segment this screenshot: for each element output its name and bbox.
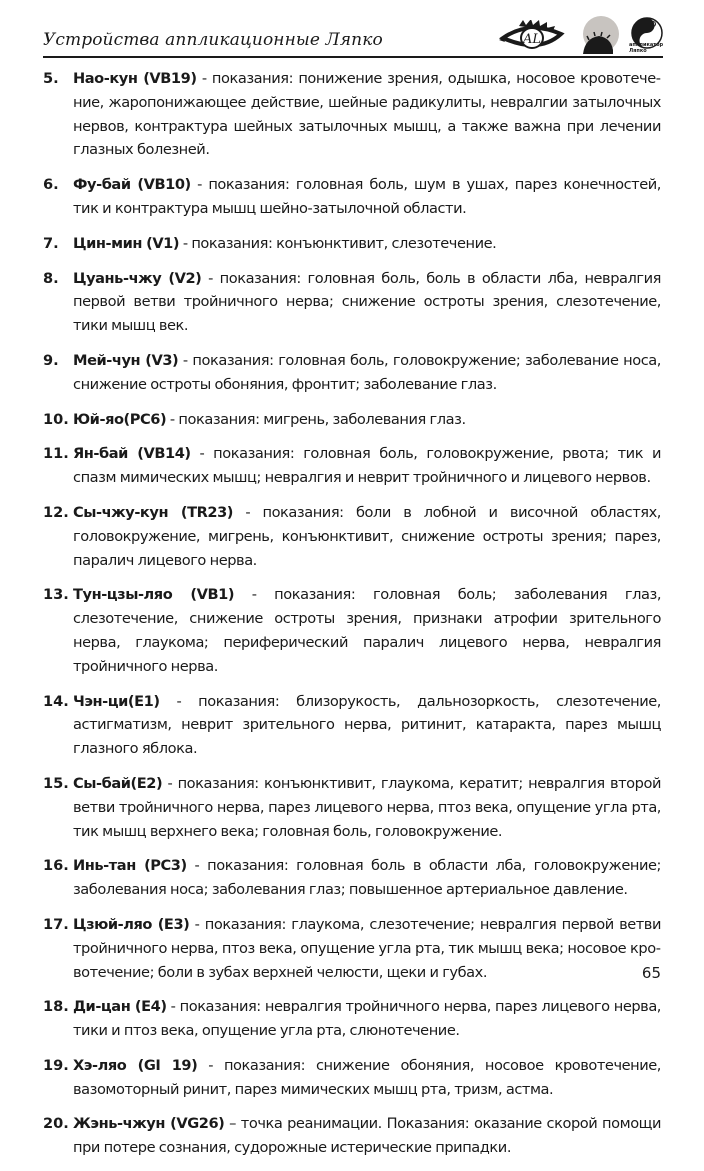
point-description: - показания: конъюнктивит, глаукома, кератит; невралгия второй ветви тройничного нерва, парез лицевого нерва, птоз века, опущение угла рта, тик мышц верхнего века; головная боль, головокружение. bbox=[73, 774, 661, 840]
point-description: - показания: головная боль, головокружение, рвота; тик и спазм мимических мышц; невралгия и неврит тройничного и лицевого нервов. bbox=[73, 445, 661, 487]
point-name: Сы-бай(E2) bbox=[73, 774, 163, 792]
list-item bbox=[43, 232, 661, 256]
eye-logo-icon bbox=[499, 20, 569, 54]
list-item bbox=[43, 173, 661, 221]
list-item bbox=[43, 995, 661, 1043]
running-title: Устройства аппликационные Ляпко bbox=[43, 30, 383, 50]
item-number: 7. bbox=[43, 234, 59, 252]
point-name: Чэн-ци(E1) bbox=[73, 692, 160, 710]
point-name: Инь-тан (PC3) bbox=[73, 857, 187, 875]
list-item bbox=[43, 913, 661, 984]
item-text bbox=[73, 267, 661, 338]
point-name: Цуань-чжу (V2) bbox=[73, 269, 202, 287]
point-name: Фу-бай (VB10) bbox=[73, 176, 191, 194]
point-description: - показания: головная боль в области лба, головокружение; заболевания носа; заболевания глаз; повышенное артериальное давление. bbox=[73, 857, 661, 899]
point-name: Жэнь-чжун (VG26) bbox=[73, 1115, 225, 1133]
point-description: – точка реанимации. Показания: оказание скорой помощи при потере сознания, судорожные истерические припадки. bbox=[73, 1115, 661, 1157]
page-number: 65 bbox=[641, 964, 661, 982]
applicator-lyapko-logo-icon bbox=[627, 14, 663, 54]
item-text bbox=[73, 995, 661, 1043]
svg-text:AL: AL bbox=[522, 32, 542, 47]
list-item bbox=[43, 772, 661, 843]
point-description: - показания: близорукость, дальнозоркость, слезотечение, астигматизм, неврит зрительного нерва, ритинит, катаракта, парез мышц глазного яблока. bbox=[73, 692, 661, 758]
item-text bbox=[73, 913, 661, 984]
item-number: 9. bbox=[43, 351, 59, 369]
item-number: 5. bbox=[43, 70, 59, 87]
item-number: 19. bbox=[43, 1056, 69, 1074]
item-number: 11. bbox=[43, 445, 69, 463]
point-description: - показания: боли в лобной и височной областях, головокружение, мигрень, конъюнктивит, снижение остроты зрения; парез, паралич лицевого нерва. bbox=[73, 503, 661, 569]
item-number: 10. bbox=[43, 410, 69, 428]
point-description: - показания: головная боль, боль в области лба, невралгия первой ветви тройничного нерва; снижение остроты зрения, слезотечение, тики мышц век. bbox=[73, 269, 661, 335]
list-item bbox=[43, 501, 661, 572]
item-text bbox=[73, 854, 661, 902]
point-name: Мей-чун (V3) bbox=[73, 351, 179, 369]
point-name: Юй-яо(PC6) bbox=[73, 410, 167, 428]
list-item bbox=[43, 854, 661, 902]
item-text bbox=[73, 1112, 661, 1160]
item-number: 15. bbox=[43, 774, 69, 792]
point-name: Тун-цзы-ляо (VB1) bbox=[73, 586, 235, 604]
point-description: - показания: головная боль; заболевания глаз, слезотечение, снижение остроты зрения, признаки атрофии зрительного нерва, глаукома; периферический паралич лицевого нерва, невралгия тройничного нерва. bbox=[73, 586, 662, 675]
svg-text:аппликатор: аппликатор bbox=[629, 42, 663, 48]
item-text bbox=[73, 408, 661, 432]
point-name: Цзюй-ляо (E3) bbox=[73, 915, 190, 933]
svg-text:Ляпко: Ляпко bbox=[629, 48, 647, 54]
item-text bbox=[73, 583, 661, 678]
point-description: - показания: мигрень, заболевания глаз. bbox=[166, 410, 466, 428]
item-number: 8. bbox=[43, 269, 59, 287]
page-header bbox=[43, 22, 663, 58]
point-name: Нао-кун (VB19) bbox=[73, 70, 197, 87]
point-description: - показания: глаукома, слезотечение; невралгия первой ветви тройничного нерва, птоз века, опущение угла рта, тик мышц века; носовое кровотечение; боли в зубах верхней челюсти, щеки и губах. bbox=[73, 915, 661, 981]
item-text bbox=[73, 349, 661, 397]
point-name: Сы-чжу-кун (TR23) bbox=[73, 503, 233, 521]
item-text bbox=[73, 690, 661, 761]
list-item bbox=[43, 408, 661, 432]
point-name: Цин-мин (V1) bbox=[73, 234, 180, 252]
point-description: - показания: головная боль, шум в ушах, парез конечностей, тик и контрактура мышц шейно-затылочной области. bbox=[73, 176, 661, 217]
item-text bbox=[73, 1054, 661, 1102]
item-text bbox=[73, 67, 661, 162]
item-text bbox=[73, 772, 661, 843]
point-name: Ян-бай (VB14) bbox=[73, 445, 191, 463]
point-name: Хэ-ляо (GI 19) bbox=[73, 1056, 198, 1074]
logo-group bbox=[499, 14, 663, 54]
item-number: 17. bbox=[43, 915, 69, 933]
list-item bbox=[43, 349, 661, 397]
item-number: 14. bbox=[43, 692, 69, 710]
point-description: - показания: конъюнктивит, слезотечение. bbox=[179, 234, 497, 252]
list-item bbox=[43, 267, 661, 338]
item-number: 13. bbox=[43, 586, 69, 604]
header-rule bbox=[43, 56, 663, 58]
item-number: 20. bbox=[43, 1115, 69, 1133]
list-item bbox=[43, 442, 661, 490]
item-text bbox=[73, 501, 661, 572]
item-number: 18. bbox=[43, 998, 69, 1016]
item-text bbox=[73, 173, 661, 221]
list-item bbox=[43, 1112, 661, 1160]
list-item bbox=[43, 1054, 661, 1102]
point-description: - показания: невралгия тройничного нерва, парез лицевого нерва, тики и птоз века, опущение угла рта, слюнотечение. bbox=[73, 998, 661, 1040]
point-list bbox=[43, 67, 661, 1171]
point-name: Ди-цан (E4) bbox=[73, 998, 167, 1016]
list-item bbox=[43, 67, 661, 162]
item-number: 16. bbox=[43, 857, 69, 875]
item-text bbox=[73, 232, 661, 256]
item-text bbox=[73, 442, 661, 490]
item-number: 12. bbox=[43, 503, 69, 521]
point-description: - показания: понижение зрения, одышка, носовое кровотечение, жаропонижающее действие, шейные радикулиты, невралгии затылочных нервов, контрактура шейных затылочных мышц, а также важна при лечении глазных болезней. bbox=[73, 70, 662, 159]
point-description: - показания: снижение обоняния, носовое кровотечение, вазомоторный ринит, парез мимических мышц рта, тризм, астма. bbox=[73, 1056, 661, 1098]
item-number: 6. bbox=[43, 176, 59, 194]
list-item bbox=[43, 583, 661, 678]
list-item bbox=[43, 690, 661, 761]
sun-hedgehog-logo-icon bbox=[575, 14, 621, 54]
point-description: - показания: головная боль, головокружение; заболевание носа, снижение остроты обоняния, фронтит; заболевание глаз. bbox=[73, 351, 661, 393]
